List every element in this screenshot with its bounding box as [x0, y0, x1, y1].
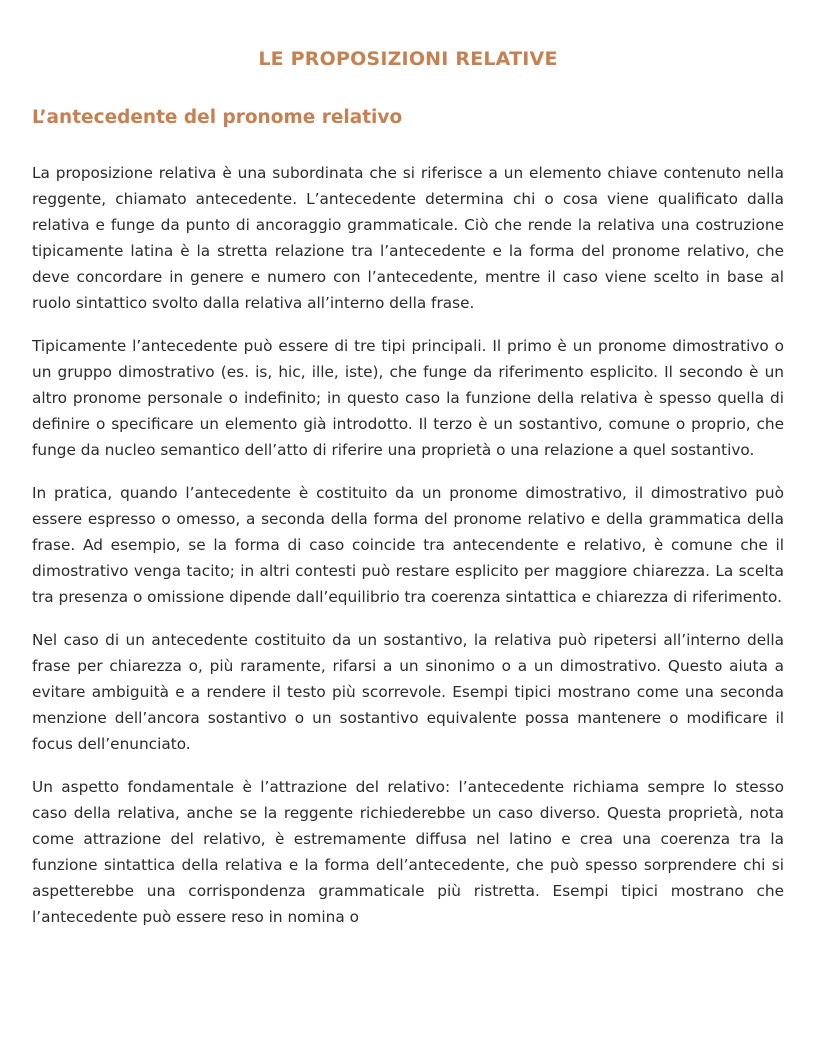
section-heading: L’antecedente del pronome relativo — [32, 107, 403, 128]
paragraph-2: Tipicamente l’antecedente può essere di tre tipi principali. Il primo è un pronome dimostrativo o un gruppo dimostrativo (es. is, hic, ille, iste), che funge da riferimento esplicito. Il secondo è un altro pronome personale o indefinito; in questo caso la funzione della relativa è spesso quella di definire o specificare un elemento già introdotto. Il terzo è un sostantivo, comune o proprio, che funge da nucleo semantico dell’atto di riferire una proprietà o una relazione a quel sostantivo. — [32, 337, 784, 459]
paragraph-3: In pratica, quando l’antecedente è costituito da un pronome dimostrativo, il dimostrativo può essere espresso o omesso, a seconda della forma del pronome relativo e della grammatica della frase. Ad esempio, se la forma di caso coincide tra antecendente e relativo, è comune che il dimostrativo venga tacito; in altri contesti può restare esplicito per maggiore chiarezza. La scelta tra presenza o omissione dipende dall’equilibrio tra coerenza sintattica e chiarezza di riferimento. — [32, 484, 784, 606]
paragraph-1: La proposizione relativa è una subordinata che si riferisce a un elemento chiave contenuto nella reggente, chiamato antecedente. L’antecedente determina chi o cosa viene qualificato dalla relativa e funge da punto di ancoraggio grammaticale. Ciò che rende la relativa una costruzione tipicamente latina è la stretta relazione tra l’antecedente e la forma del pronome relativo, che deve concordare in genere e numero con l’antecedente, mentre il caso viene scelto in base al ruolo sintattico svolto dalla relativa all’interno della frase. — [32, 164, 784, 312]
document-page — [32, 0, 784, 1056]
paragraph-4: Nel caso di un antecedente costituito da un sostantivo, la relativa può ripetersi all’interno della frase per chiarezza o, più raramente, rifarsi a un sinonimo o a un dimostrativo. Questo aiuta a evitare ambiguità e a rendere il testo più scorrevole. Esempi tipici mostrano come una seconda menzione dell’ancora sostantivo o un sostantivo equivalente possa mantenere o modificare il focus dell’enunciato. — [32, 631, 784, 753]
document-title: LE PROPOSIZIONI RELATIVE — [258, 48, 558, 70]
paragraph-5: Un aspetto fondamentale è l’attrazione del relativo: l’antecedente richiama sempre lo stesso caso della relativa, anche se la reggente richiederebbe un caso diverso. Questa proprietà, nota come attrazione del relativo, è estremamente diffusa nel latino e crea una coerenza tra la funzione sintattica della relativa e la forma dell’antecedente, che può spesso sorprendere chi si aspetterebbe una corrispondenza grammaticale più ristretta. Esempi tipici mostrano che l’antecedente può essere reso in nomina o — [32, 778, 784, 926]
body-text — [32, 160, 784, 947]
